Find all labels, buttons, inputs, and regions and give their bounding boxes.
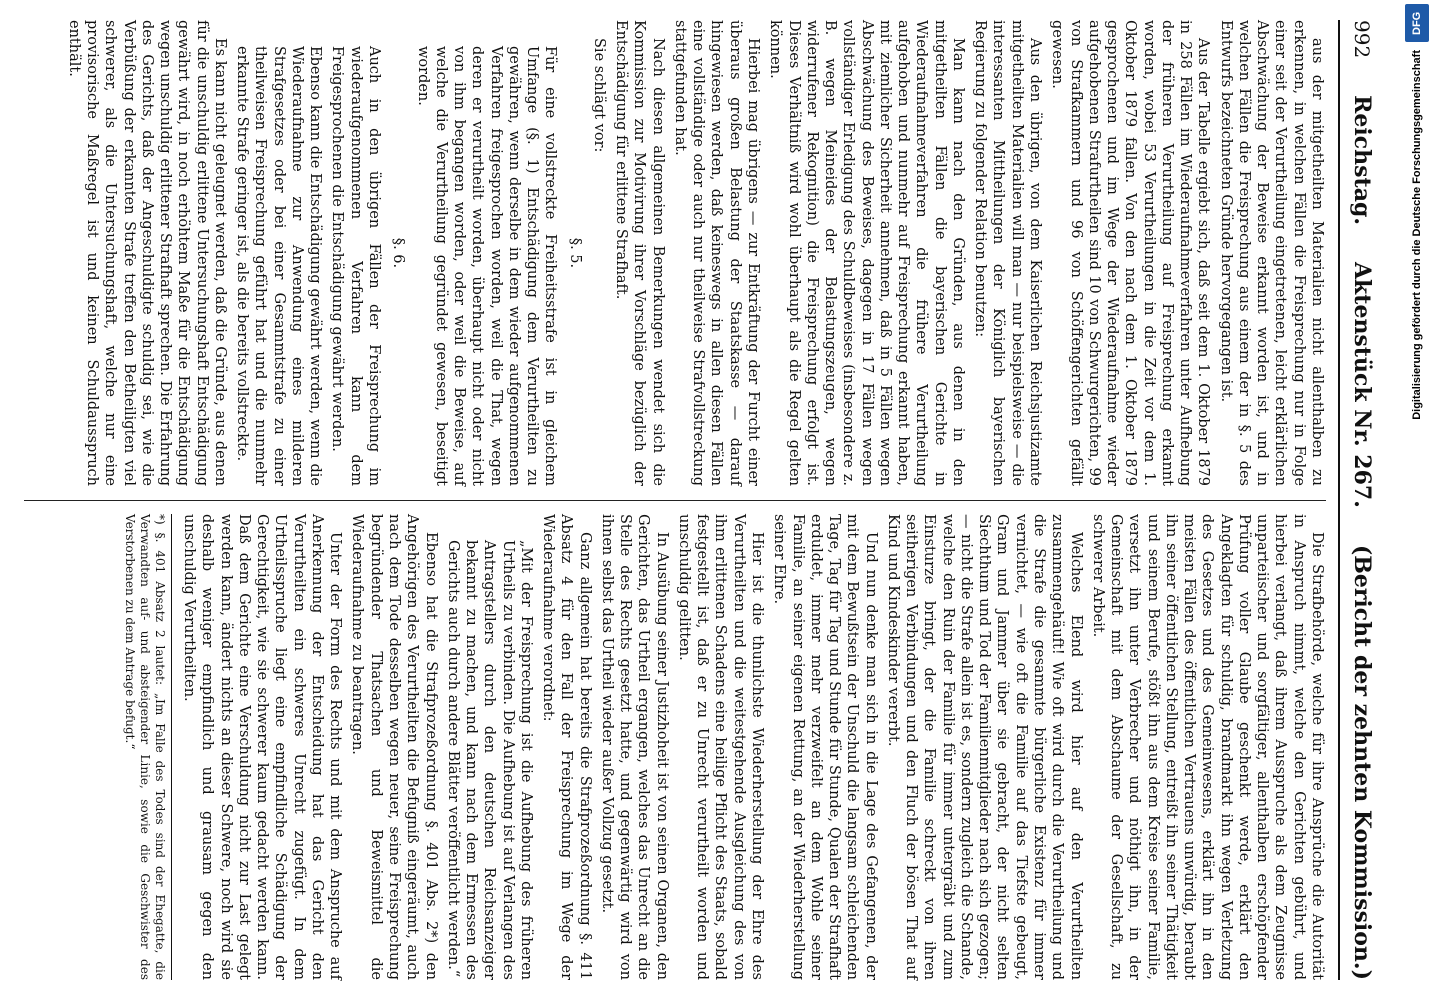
paragraph: Ebenso kann die Entschädigung gewährt werden, wenn die Wiederaufnahme zur Anwendung eines milderen Strafgesetzes oder bei einer Gesammtstrafe zu einer theilweisen Freisprechung geführt hat und die nunmehr erkannte Strafe geringer ist, als die bereits vollstreckte. xyxy=(234,46,324,486)
paragraph: Ganz allgemein hat bereits die Strafprozeßordnung §. 411 Absatz 4 für den Fall der Freisprechung im Wege der Wiederaufnahme verordnet: xyxy=(540,514,593,980)
paragraph: Es kann nicht geleugnet werden, daß die Gründe, aus denen für die unschuldig erlittene Untersuchungshaft Entschädigung gewährt wird, in noch erhöhtem Maße für die Entschädigung wegen unschuldig erlittener Strafhaft sprechen. Die Erfahrung des Gerichts, daß der Angeschuldigte schuldig sei, wie die Verbüßung der erkannten Strafe treffen den Betheiligten viel schwerer, als die Untersuchungshaft, welche nur eine provisorische Maßregel ist und keinen Schuldausspruch enthält. xyxy=(65,20,228,486)
section-heading: §. 5. xyxy=(566,237,583,269)
paragraph: Aus der Tabelle ergiebt sich, daß seit dem 1. Oktober 1879 in 258 Fällen im Wiederaufnahmeverfahren unter Aufhebung der früheren Verurtheilung auf Freisprechung erkannt worden, wobei 53 Verurtheilungen in die Zeit vor dem 1. Oktober 1879 fallen. Von den nach dem 1. Oktober 1879 gesprochenen und im Wege der Wiederaufnahme wieder aufgehobenen Strafurtheilen sind 10 von Schwurgerichten, 99 von Strafkammern und 96 von Schöffengerichten gefällt gewesen. xyxy=(1049,20,1212,486)
paragraph: Nach diesen allgemeinen Bemerkungen wendet sich die Kommission zur Motivirung ihrer Vorschläge bezüglich der Entschädigung für erlittene Strafhaft. xyxy=(613,20,666,486)
text-columns xyxy=(24,20,1326,980)
header-left: Reichstag. xyxy=(1349,95,1375,226)
paragraph: Unter der Form des Rechts und mit dem Anspruche auf Anerkennung der Entscheidung hat das Gericht den Verurtheilten ein schweres Unrecht zugefügt. In dem Urtheilsspruche liegt eine empfindliche Schädigung der Gerechtigkeit, wie sie schwerer kaum gedacht werden kann. Daß dem Gerichte eine Verschuldung nicht zur Last gelegt werden kann, ändert nichts an dieser Schwere, noch wird sie deshalb weniger empfindlich und grausam gegen den unschuldig Verurtheilten. xyxy=(181,514,344,980)
page-header xyxy=(1342,20,1382,980)
header-right: (Bericht der zehnten Kommission.) xyxy=(1349,544,1375,980)
left-column xyxy=(24,20,1326,486)
paragraph: Hier ist die thunlichste Wiederherstellung der Ehre des Verurtheilten und die weitestgehende Ausgleichung des von ihm erlittenen Schadens eine heilige Pflicht des Staats, sobald festgestellt ist, daß er zu Unrecht verurtheilt worden und unschuldig gelitten. xyxy=(675,514,766,980)
header-rule xyxy=(1338,20,1340,980)
paragraph: Aus den übrigen, von dem Kaiserlichen Reichsjustizamte mitgetheilten Materialien will man — nur beispielsweise — die interessanten Mittheilungen der Königlich bayerischen Regierung zu folgender Relation benutzen: xyxy=(972,20,1044,486)
paragraph: Welches Elend wird hier auf den Verurtheilten zusammengehäuft! Wie oft wird durch die Verurtheilung und die Strafe die gesammte bürgerliche Existenz für immer vernichtet, — wie oft die Familie auf das Tiefste gebeugt, Gram und Jammer über sie gebracht, der nicht selten Siechthum und Tod der Familienmitglieder nach sich gezogen; — nicht die Strafe allein ist es, sondern zugleich die Schande, welche den Ruin der Familie für immer untergräbt und zum Einsturze bringt, der die Familie schreckt von ihren seitherigen Verbindungen und den Fluch der bösen That auf Kind und Kindeskinder vererbt. xyxy=(884,514,1084,980)
paragraph: Hierbei mag übrigens — zur Entkräftung der Furcht einer überaus großen Belastung der Staatskasse — darauf hingewiesen werden, daß keineswegs in allen diesen Fällen eine vollständige oder auch nur theilweise Strafvollstreckung stattgefunden hat. xyxy=(671,20,762,486)
page-number: 992 xyxy=(1350,20,1374,59)
dfg-credit-text: Digitalisierung gefördert durch die Deutsche Forschungsgemeinschaft xyxy=(1411,50,1423,420)
paragraph: Auch in den übrigen Fällen der Freisprechung im wiederaufgenommenen Verfahren kann dem Freigesprochenen die Entschädigung gewährt werden. xyxy=(329,46,382,486)
paragraph: „Mit der Freisprechung ist die Aufhebung des früheren Urtheils zu verbinden. Die Aufhebung ist auf Verlangen des Antragstellers durch den deutschen Reichsanzeiger bekannt zu machen, und kann nach dem Ermessen des Gerichts auch durch andere Blätter veröffentlicht werden.“ xyxy=(444,540,534,980)
paragraph: Und nun denke man sich in die Lage des Gefangenen, der mit dem Bewußtsein der Unschuld die langsam schleichenden Tage, Tag für Tag und Stunde für Stunde, Qualen der Strafhaft erduldet, immer mehr verzweifelt an dem Wohle seiner Familie, an seiner eigenen Rettung, an der Wiederherstellung seiner Ehre. xyxy=(771,514,879,980)
paragraph: Sie schlägt vor: xyxy=(590,38,607,153)
paragraph: aus der mitgetheilten Materialien nicht allenthalben zu erkennen, in welchen Fällen die Freisprechung nur in Folge einer seit der Verurtheilung eingetretenen, leicht erklärlichen Abschwächung der Beweise erkannt worden ist, und in welchen Fällen die Freisprechung aus einem der in §. 5 des Entwurfs bezeichneten Gründe hervorgegangen ist. xyxy=(1217,20,1325,486)
right-column xyxy=(24,514,1326,980)
dfg-sidebar xyxy=(1402,0,1432,1000)
footnote: *) §. 401 Absatz 2 lautet: „Im Falle des Todes sind der Ehegatte, die Verwandten auf- und absteigender Linie, sowie die Geschwister des Verstorbenen zu dem Antrage befugt.“ xyxy=(121,514,171,980)
paragraph: Für eine vollstreckte Freiheitsstrafe ist in gleichem Umfange (§. 1) Entschädigung dem Verurtheilten zu gewähren, wenn derselbe in dem wieder aufgenommenen Verfahren freigesprochen worden, weil die That, wegen deren er verurtheilt worden, überhaupt nicht oder nicht von ihm begangen worden, oder weil die Beweise, auf welche die Verurtheilung gegründet gewesen, beseitigt worden. xyxy=(414,46,559,486)
paragraph: In Ausübung seiner Justizhoheit ist von seinen Organen, den Gerichten, das Urtheil ergangen, welches das Unrecht an die Stelle des Rechts gesetzt hatte, und gegenwärtig wird von ihnen selbst das Urtheil wieder außer Vollzug gesetzt. xyxy=(598,514,670,980)
column-divider xyxy=(24,500,1326,501)
paragraph: Die Strafbehörde, welche für ihre Ansprüche die Autorität in Anspruch nimmt, welche den Gerichten gebührt, und hierbei verlangt, daß ihrem Ausspruche als dem Zeugnisse unparteiischer und sorgfältiger, allenthalben erschöpfender Prüfung voller Glaube geschenkt werde, erklärt den Angeklagten für schuldig, brandmarkt ihn wegen Verletzung des Gesetzes und des Gemeinwesens, erklärt ihn in den meisten Fällen des öffentlichen Vertrauens unwürdig, beraubt ihn seiner öffentlichen Stellung, entreißt ihn seiner Thätigkeit und seinem Berufe, stößt ihn aus dem Kreise seiner Familie, versetzt ihn unter Verbrecher und nöthigt ihn, in der Gemeinschaft mit dem Abschaume der Gesellschaft, zu schwerer Arbeit. xyxy=(1089,514,1325,980)
header-center: Aktenstück Nr. 267. xyxy=(1349,261,1375,508)
dfg-logo-icon: DFG xyxy=(1405,4,1429,42)
section-heading: §. 6. xyxy=(390,237,407,269)
paragraph: Ebenso hat die Strafprozeßordnung §. 401 Abs. 2*) den Angehörigen des Verurtheilten die Befugniß eingeräumt, auch nach dem Tode desselben wegen neuer, seine Freisprechung begründender Thatsachen und Beweismittel die Wiederaufnahme zu beantragen. xyxy=(349,514,439,980)
paragraph: Man kann nach den Gründen, aus denen in den mitgetheilten Fällen die bayerischen Gerichte in Wiederaufnahmeverfahren die frühere Verurtheilung aufgehoben und nunmehr auf Freisprechung erkannt haben, mit ziemlicher Sicherheit annehmen, daß in 5 Fällen wegen Abschwächung des Beweises, dagegen in 17 Fällen wegen vollständiger Erledigung des Schuldbeweises (insbesondere z. B. wegen Meineides der Belastungszeugen, wegen widerrufener Rekognition) die Freisprechung erfolgt ist. Dieses Verhältniß wird wohl überhaupt als die Regel gelten können. xyxy=(767,20,966,486)
